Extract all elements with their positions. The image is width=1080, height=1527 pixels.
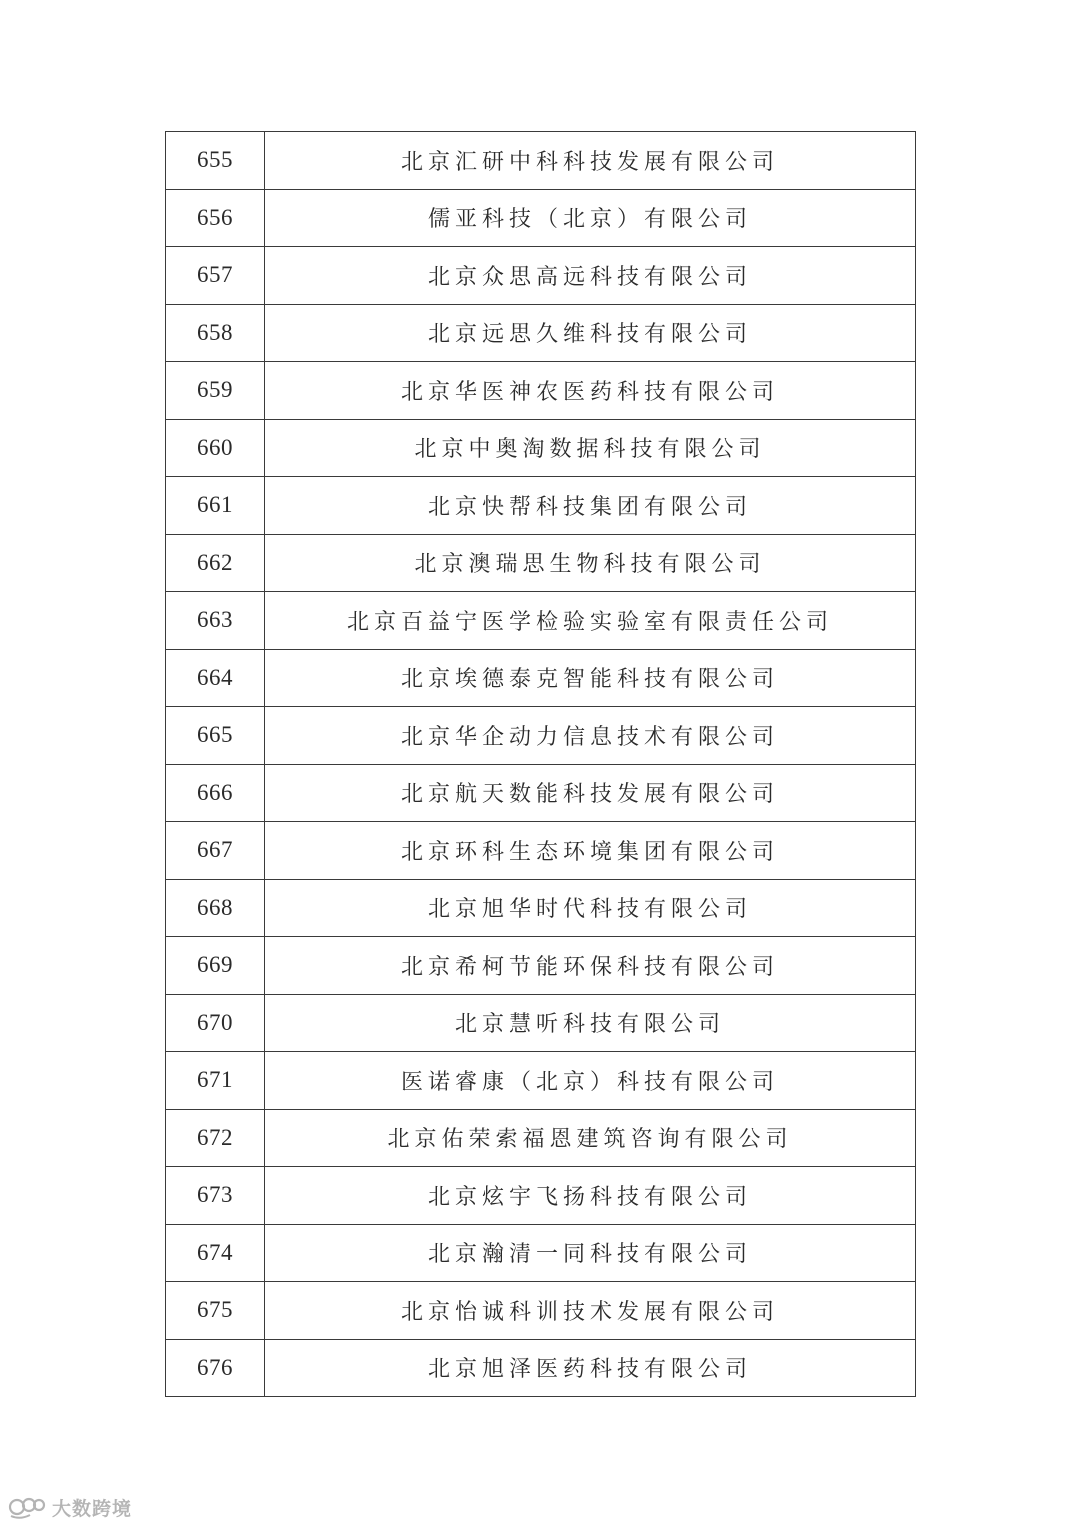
company-name: 北京埃德泰克智能科技有限公司 xyxy=(265,649,916,707)
table-row xyxy=(166,1224,916,1282)
row-number: 667 xyxy=(166,822,265,880)
company-name: 北京百益宁医学检验实验室有限责任公司 xyxy=(265,592,916,650)
company-name: 北京远思久维科技有限公司 xyxy=(265,304,916,362)
table-row xyxy=(166,937,916,995)
company-name: 医诺睿康（北京）科技有限公司 xyxy=(265,1052,916,1110)
table-row xyxy=(166,362,916,420)
row-number: 676 xyxy=(166,1339,265,1397)
row-number: 670 xyxy=(166,994,265,1052)
table-row xyxy=(166,649,916,707)
company-name: 北京中奥淘数据科技有限公司 xyxy=(265,419,916,477)
table-row xyxy=(166,1167,916,1225)
row-number: 671 xyxy=(166,1052,265,1110)
row-number: 657 xyxy=(166,247,265,305)
table-row xyxy=(166,879,916,937)
company-name: 北京炫宇飞扬科技有限公司 xyxy=(265,1167,916,1225)
brand-logo-icon xyxy=(8,1494,46,1520)
company-name: 北京慧听科技有限公司 xyxy=(265,994,916,1052)
table-row xyxy=(166,132,916,190)
company-name: 北京澳瑞思生物科技有限公司 xyxy=(265,534,916,592)
row-number: 672 xyxy=(166,1109,265,1167)
company-list-body xyxy=(166,132,916,1397)
row-number: 669 xyxy=(166,937,265,995)
row-number: 660 xyxy=(166,419,265,477)
table-row xyxy=(166,419,916,477)
table-row xyxy=(166,304,916,362)
table-row xyxy=(166,822,916,880)
table-row xyxy=(166,247,916,305)
table-row xyxy=(166,592,916,650)
table-row xyxy=(166,477,916,535)
row-number: 656 xyxy=(166,189,265,247)
table-row xyxy=(166,707,916,765)
row-number: 675 xyxy=(166,1282,265,1340)
watermark xyxy=(8,1491,132,1523)
company-name: 北京旭泽医药科技有限公司 xyxy=(265,1339,916,1397)
company-name: 北京环科生态环境集团有限公司 xyxy=(265,822,916,880)
row-number: 663 xyxy=(166,592,265,650)
table-row xyxy=(166,994,916,1052)
company-name: 北京希柯节能环保科技有限公司 xyxy=(265,937,916,995)
company-name: 北京汇研中科科技发展有限公司 xyxy=(265,132,916,190)
table-row xyxy=(166,1052,916,1110)
company-name: 儒亚科技（北京）有限公司 xyxy=(265,189,916,247)
company-name: 北京佑荣索福恩建筑咨询有限公司 xyxy=(265,1109,916,1167)
company-name: 北京航天数能科技发展有限公司 xyxy=(265,764,916,822)
row-number: 673 xyxy=(166,1167,265,1225)
table-row xyxy=(166,1282,916,1340)
company-list-table xyxy=(165,131,916,1397)
row-number: 674 xyxy=(166,1224,265,1282)
company-name: 北京瀚清一同科技有限公司 xyxy=(265,1224,916,1282)
company-name: 北京怡诚科训技术发展有限公司 xyxy=(265,1282,916,1340)
company-name: 北京众思高远科技有限公司 xyxy=(265,247,916,305)
row-number: 658 xyxy=(166,304,265,362)
row-number: 666 xyxy=(166,764,265,822)
row-number: 668 xyxy=(166,879,265,937)
table-row xyxy=(166,1339,916,1397)
table-row xyxy=(166,189,916,247)
company-name: 北京华医神农医药科技有限公司 xyxy=(265,362,916,420)
company-name: 北京快帮科技集团有限公司 xyxy=(265,477,916,535)
watermark-text: 大数跨境 xyxy=(52,1497,133,1520)
table-row xyxy=(166,534,916,592)
row-number: 665 xyxy=(166,707,265,765)
row-number: 664 xyxy=(166,649,265,707)
row-number: 662 xyxy=(166,534,265,592)
row-number: 661 xyxy=(166,477,265,535)
table-row xyxy=(166,764,916,822)
table-row xyxy=(166,1109,916,1167)
company-name: 北京旭华时代科技有限公司 xyxy=(265,879,916,937)
company-name: 北京华企动力信息技术有限公司 xyxy=(265,707,916,765)
row-number: 659 xyxy=(166,362,265,420)
row-number: 655 xyxy=(166,132,265,190)
